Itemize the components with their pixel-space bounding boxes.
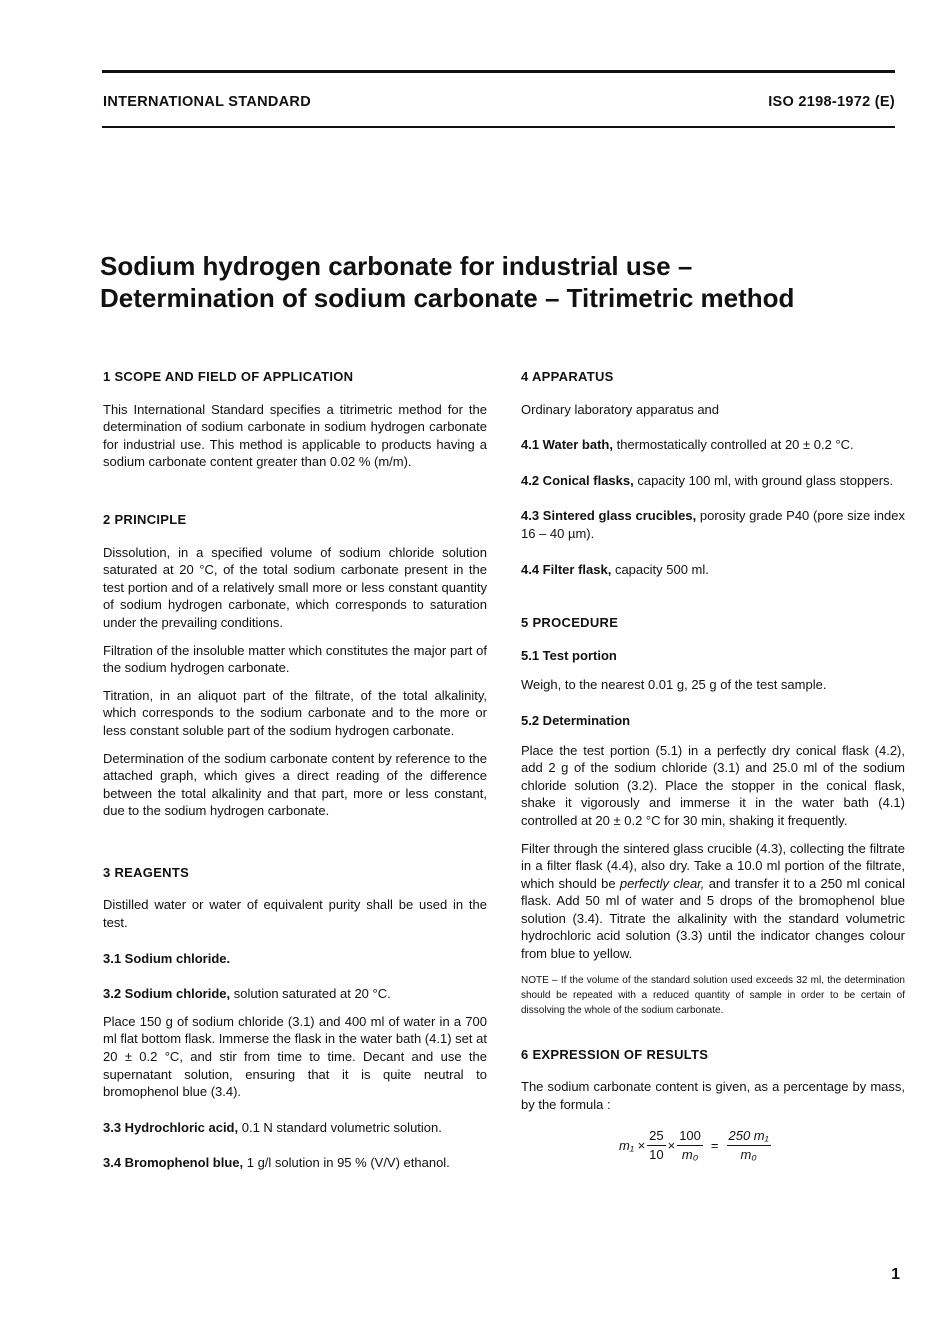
fraction-2: $\frac{100}{\text{m₀}}$: [679, 1128, 701, 1163]
top-rule: [102, 70, 895, 73]
subsection-5-2-para-1: Place the test portion (5.1) in a perfectly dry conical flask (4.2), add 2 g of the sodium chloride (3.1) and 25.0 ml of the sodium chloride solution (3.2). Place the stopper in the conical flask, shake it vigorously and immerse it in the water bath (4.1) controlled at 20 ± 0.2 °C for 30 min, shaking it frequently.: [521, 742, 905, 828]
header-right: ISO 2198-1972 (E): [768, 94, 895, 110]
title-line-2: Determination of sodium carbonate – Titrimetric method: [100, 283, 795, 313]
section-2-para-1: Dissolution, in a specified volume of sodium chloride solution saturated at 20 °C, of the total sodium carbonate present in the test portion and of a relatively small more or less constant quantity of sodium hydrogen carbonate, which corresponds to saturation under the prevailing conditions.: [103, 544, 487, 630]
section-2-heading: 2 PRINCIPLE: [103, 511, 187, 527]
section-4-intro: Ordinary laboratory apparatus and: [521, 401, 720, 417]
item-3-1: 3.1 Sodium chloride.: [103, 950, 231, 966]
subsection-5-1-heading: 5.1 Test portion: [521, 647, 617, 663]
section-6-heading: 6 EXPRESSION OF RESULTS: [521, 1046, 709, 1062]
note: NOTE – If the volume of the standard solution used exceeds 32 ml, the determination should be repeated with a reduced quantity of sample in order to be certain of dissolving the whole of the sodium carbonate.: [521, 974, 905, 1016]
formula-term: m₁ ×: [619, 1137, 646, 1153]
title-line-1: Sodium hydrogen carbonate for industrial use –: [100, 251, 693, 281]
subsection-5-2-heading: 5.2 Determination: [521, 712, 631, 728]
fraction-3: $\frac{\text{250 m₁}}{\text{m₀}}$: [728, 1128, 769, 1163]
section-6-text: The sodium carbonate content is given, as a percentage by mass, by the formula :: [521, 1079, 905, 1112]
item-4-4: 4.4 Filter flask, capacity 500 ml.: [521, 561, 709, 577]
item-4-1: 4.1 Water bath, thermostatically controlled at 20 ± 0.2 °C.: [521, 437, 854, 453]
header-left: INTERNATIONAL STANDARD: [103, 94, 311, 110]
section-2-para-2: Filtration of the insoluble matter which constitutes the major part of the sodium hydrogen carbonate.: [103, 642, 487, 676]
subsection-5-2-para-2: Filter through the sintered glass crucible (4.3), collecting the filtrate in a filter flask (4.4), also dry. Take a 10.0 ml portion of the filtrate, which should be perfectly clear, and transfer it to a 250 ml conical flask. Add 50 ml of water and 5 drops of the bromophenol blue solution (3.4). Titrate the alkalinity with the standard volumetric hydrochloric acid solution (3.3) until the indicator changes colour from blue to yellow.: [521, 840, 905, 962]
section-3-intro: Distilled water or water of equivalent purity shall be used in the test.: [103, 897, 487, 931]
left-column: [103, 368, 487, 1182]
item-4-2: 4.2 Conical flasks, capacity 100 ml, with ground glass stoppers.: [521, 472, 894, 488]
section-4-heading: 4 APPARATUS: [521, 369, 614, 384]
page-number: 1: [891, 1266, 900, 1283]
formula-times: ×: [667, 1137, 676, 1153]
item-3-2: 3.2 Sodium chloride, solution saturated at 20 °C.: [103, 986, 391, 1002]
section-1-heading: 1 SCOPE AND FIELD OF APPLICATION: [103, 369, 354, 384]
item-3-2-text: Place 150 g of sodium chloride (3.1) and 400 ml of water in a 700 ml flat bottom flask. Immerse the flask in the water bath (4.1) set at 20 ± 0.2 °C, and stir from time to time. Decant and use the supernatant solution, ensuring that it is quite neutral to bromophenol blue (3.4).: [103, 1013, 487, 1100]
section-3-heading: 3 REAGENTS: [103, 864, 190, 880]
section-2-para-3: Titration, in an aliquot part of the filtrate, of the total alkalinity, which corresponds to the sodium carbonate and to the more or less constant soluble part of the sodium hydrogen carbonate.: [103, 687, 487, 738]
item-4-3: 4.3 Sintered glass crucibles, porosity grade P40 (pore size index 16 – 40 µm).: [521, 508, 905, 541]
header-rule: [102, 126, 895, 128]
section-5-heading: 5 PROCEDURE: [521, 615, 619, 631]
item-3-4: 3.4 Bromophenol blue, 1 g/l solution in 95 % (V/V) ethanol.: [103, 1155, 450, 1171]
fraction-1: $\frac{25}{10}$: [649, 1128, 664, 1163]
right-column: [521, 368, 905, 1164]
subsection-5-1-text: Weigh, to the nearest 0.01 g, 25 g of the test sample.: [521, 677, 827, 693]
item-3-3: 3.3 Hydrochloric acid, 0.1 N standard volumetric solution.: [103, 1119, 442, 1135]
formula-equals: =: [710, 1137, 719, 1153]
section-2-para-4: Determination of the sodium carbonate content by reference to the attached graph, which gives a direct reading of the difference between the total alkalinity and that part, more or less constant, due to the sodium hydrogen carbonate.: [103, 750, 487, 819]
section-1-text: This International Standard specifies a titrimetric method for the determination of sodium carbonate in sodium hydrogen carbonate for industrial use. This method is applicable to products having a sodium carbonate content greater than 0.02 % (m/m).: [103, 401, 487, 470]
formula: [619, 1127, 905, 1163]
document-title: [100, 250, 794, 314]
